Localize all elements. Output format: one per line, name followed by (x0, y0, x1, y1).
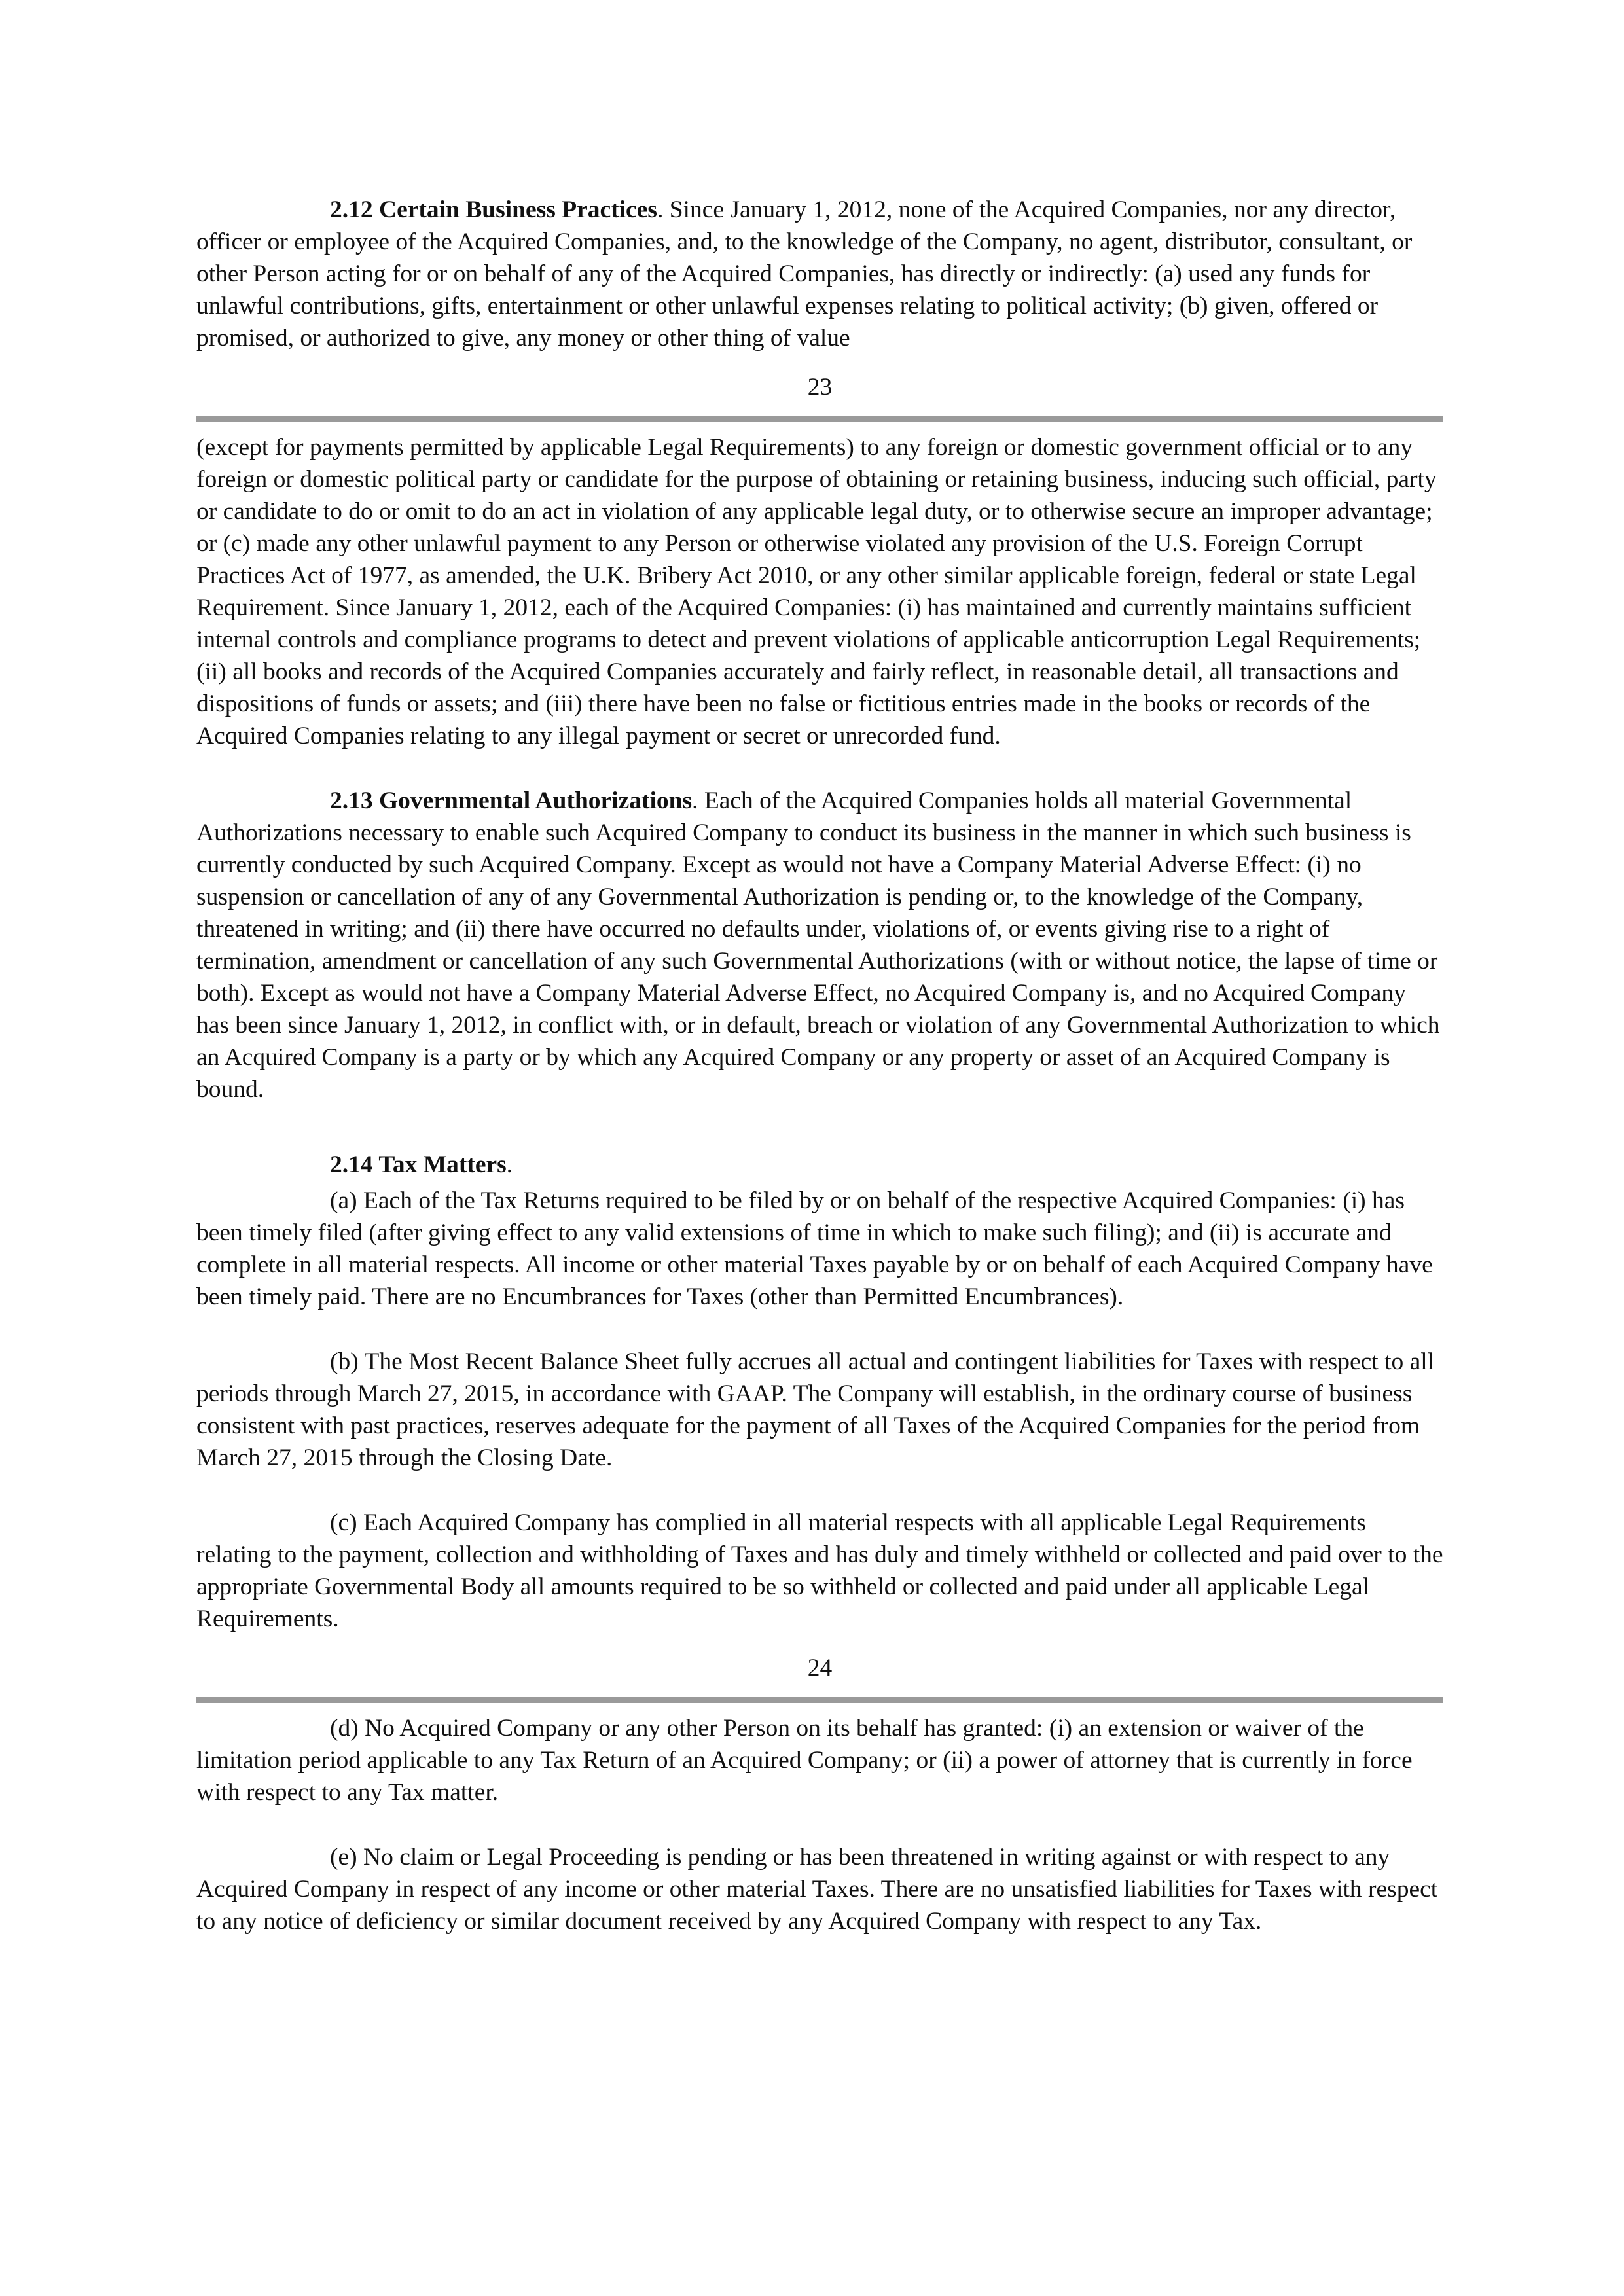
section-2-12-text-part1: . Since January 1, 2012, none of the Acquired Companies, nor any director, officer or employee of the Acquired Companies, and, to the knowledge of the Company, no agent, distributor, consultant, or other Person acting for or on behalf of any of the Acquired Companies, has directly or indirectly: (a) used any funds for unlawful contributions, gifts, entertainment or other unlawful expenses relating to political activity; (b) given, offered or promised, or authorized to give, any money or other thing of value (196, 196, 1413, 351)
section-2-14-heading: 2.14 Tax Matters (330, 1151, 507, 1178)
section-2-13-text: . Each of the Acquired Companies holds all material Governmental Authorizations necessary to enable such Acquired Company to conduct its business in the manner in which such business is currently conducted by such Acquired Company. Except as would not have a Company Material Adverse Effect: (i) no suspension or cancellation of any of any Governmental Authorization is pending or, to the knowledge of the Company, threatened in writing; and (ii) there have occurred no defaults under, violations of, or events giving rise to a right of termination, amendment or cancellation of any such Governmental Authorizations (with or without notice, the lapse of time or both). Except as would not have a Company Material Adverse Effect, no Acquired Company is, and no Acquired Company has been since January 1, 2012, in conflict with, or in default, breach or violation of any Governmental Authorization to which an Acquired Company is a party or by which any Acquired Company or any property or asset of an Acquired Company is bound. (196, 787, 1440, 1103)
section-2-14-heading-line (196, 1149, 1443, 1181)
page-break-divider (196, 416, 1443, 422)
document-body (196, 194, 1443, 1937)
section-2-14-para-c: (c) Each Acquired Company has complied in all material respects with all applicable Legal Requirements relating to the payment, collection and withholding of Taxes and has duly and timely withheld or collected and paid over to the appropriate Governmental Body all amounts required to be so withheld or collected and paid under all applicable Legal Requirements. (196, 1509, 1443, 1632)
section-2-12-heading: 2.12 Certain Business Practices (330, 196, 657, 223)
section-2-14-heading-suffix: . (506, 1151, 513, 1178)
section-2-12-paragraph-start (196, 194, 1443, 354)
section-2-14-para-e: (e) No claim or Legal Proceeding is pending or has been threatened in writing against or with respect to any Acquired Company in respect of any income or other material Taxes. There are no unsatisfied liabilities for Taxes with respect to any notice of deficiency or similar document received by any Acquired Company with respect to any Tax. (196, 1844, 1438, 1935)
section-2-13-paragraph (196, 785, 1443, 1105)
section-2-14-para-d: (d) No Acquired Company or any other Person on its behalf has granted: (i) an extension or waiver of the limitation period applicable to any Tax Return of an Acquired Company; or (ii) a power of attorney that is currently in force with respect to any Tax matter. (196, 1715, 1413, 1806)
section-2-14-para-b: (b) The Most Recent Balance Sheet fully accrues all actual and contingent liabilities for Taxes with respect to all periods through March 27, 2015, in accordance with GAAP. The Company will establish, in the ordinary course of business consistent with past practices, reserves adequate for the payment of all Taxes of the Acquired Companies for the period from March 27, 2015 through the Closing Date. (196, 1348, 1435, 1471)
section-2-12-text-part2: (except for payments permitted by applicable Legal Requirements) to any foreign or domestic government official or to any foreign or domestic political party or candidate for the purpose of obtaining or retaining business, inducing such official, party or candidate to do or omit to do an act in violation of any applicable legal duty, or to otherwise secure an improper advantage; or (c) made any other unlawful payment to any Person or otherwise violated any provision of the U.S. Foreign Corrupt Practices Act of 1977, as amended, the U.K. Bribery Act 2010, or any other similar applicable foreign, federal or state Legal Requirement. Since January 1, 2012, each of the Acquired Companies: (i) has maintained and currently maintains sufficient internal controls and compliance programs to detect and prevent violations of applicable anticorruption Legal Requirements; (ii) all books and records of the Acquired Companies accurately and fairly reflect, in reasonable detail, all transactions and dispositions of funds or assets; and (iii) there have been no false or fictitious entries made in the books or records of the Acquired Companies relating to any illegal payment or secret or unrecorded fund. (196, 434, 1437, 749)
page-number-23: 23 (807, 374, 833, 401)
page-number-24: 24 (807, 1655, 833, 1681)
section-2-14-para-a: (a) Each of the Tax Returns required to be filed by or on behalf of the respective Acquired Companies: (i) has been timely filed (after giving effect to any valid extensions of time in which to make such filing); and (ii) is accurate and complete in all material respects. All income or other material Taxes payable by or on behalf of each Acquired Company have been timely paid. There are no Encumbrances for Taxes (other than Permitted Encumbrances). (196, 1187, 1433, 1310)
page-break-divider-2 (196, 1697, 1443, 1703)
section-2-13-heading: 2.13 Governmental Authorizations (330, 787, 693, 814)
